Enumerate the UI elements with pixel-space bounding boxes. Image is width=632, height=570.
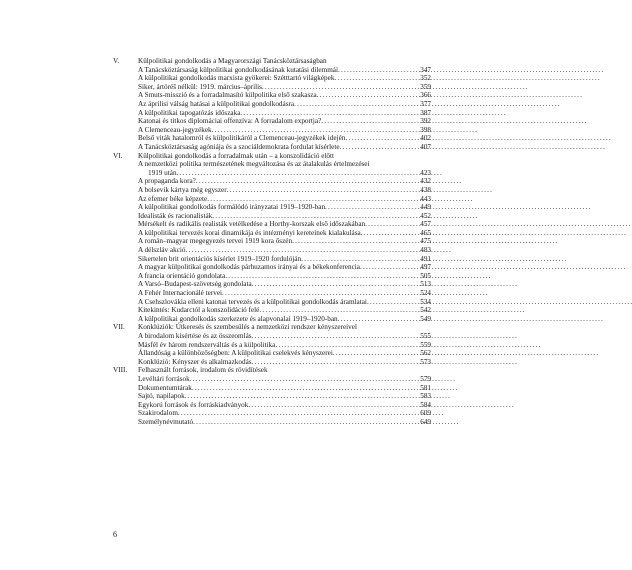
chapter-number: V. — [113, 57, 120, 65]
dot-leader — [207, 195, 417, 204]
toc-title: A külpolitikai gondolkodás marxista gyökerei: Szétttartó világképek — [138, 74, 335, 83]
toc-page-number: 359 — [420, 82, 431, 91]
chapter-number: VIII. — [113, 366, 128, 375]
toc-entry — [113, 272, 431, 281]
dot-leader — [196, 177, 417, 186]
toc-entry — [113, 409, 431, 418]
toc-title: A román–magyar megegyezés tervei 1919 kora őszén — [138, 237, 293, 246]
toc-page-number: 609 — [420, 409, 431, 418]
toc-page-number: 475 — [420, 237, 431, 246]
toc-entry — [113, 74, 431, 83]
toc-page-number: 443 — [420, 194, 431, 203]
dot-leader — [212, 212, 417, 221]
toc-title: Belső viták hatalomról és külpolitikáról a Clemenceau-jegyzékek idején — [138, 134, 346, 143]
toc-page-number: 562 — [420, 349, 431, 358]
toc-title: Dokumentumtárak — [138, 383, 192, 392]
toc-title: Konklúziók: Útkeresés és szembesülés a nemzetközi rendszer kényszereivel — [138, 323, 357, 332]
toc-page-number: 542 — [420, 306, 431, 315]
toc-page-number: 423 — [420, 168, 431, 177]
toc-entry — [113, 66, 431, 75]
toc-page-number: 366 — [420, 91, 431, 100]
toc-page-number: 432 — [420, 177, 431, 186]
toc-entry — [113, 160, 431, 169]
dot-leader — [192, 384, 417, 393]
dot-leader — [338, 66, 417, 75]
toc-page-number: 457 — [420, 220, 431, 229]
toc-title: A Tanácsköztársaság agóniája és a szociáldemokrata fordulat kísérlete — [138, 142, 340, 151]
dot-leader — [190, 375, 417, 384]
toc-entry — [113, 289, 431, 298]
toc-page-number: 465 — [420, 228, 431, 237]
toc-entry — [113, 375, 431, 384]
dot-leader — [317, 91, 417, 100]
dot-leader — [248, 401, 417, 410]
toc-title: Felhasznált források, irodalom és rövidítések — [138, 366, 268, 375]
toc-entry — [113, 349, 431, 358]
dot-leader — [334, 74, 417, 83]
toc-entry — [113, 229, 431, 238]
toc-page-number: 452 — [420, 211, 431, 220]
toc-entry — [113, 237, 431, 246]
toc-title: A birodalom kísértése és az összeomlás — [138, 332, 252, 340]
toc-title: Kitekintés: Kudarctól a konszolidáció felé — [138, 306, 260, 315]
dot-leader — [259, 306, 417, 315]
dot-leader — [227, 186, 417, 195]
toc-entry — [113, 126, 431, 135]
toc-entry — [113, 212, 431, 221]
dot-leader — [252, 358, 417, 367]
toc-page-number: 402 — [420, 134, 431, 143]
toc-page-number: 398 — [420, 125, 431, 134]
dot-leader — [275, 341, 417, 350]
toc-entry — [113, 195, 431, 204]
chapter-number: VI. — [113, 151, 123, 160]
toc-title: Sikertelen brit orientációs kísérlet 1919–1920 fordulóján — [138, 254, 302, 263]
toc-title: A francia orientáció gondolata — [138, 271, 226, 280]
toc-title: Állandóság a különbözőségben: A külpolitikai cselekvés kényszerei — [138, 349, 333, 358]
toc-entry — [113, 100, 431, 109]
toc-title: Másfél év három rendszerváltás és a külpolitika — [138, 340, 276, 349]
toc-entry — [113, 220, 431, 229]
toc-title: Siker, ártöréš nélkül: 1919. március–április — [138, 82, 262, 91]
dot-leader — [365, 220, 417, 229]
dot-leader — [333, 349, 417, 358]
toc-chapter — [113, 152, 431, 161]
toc-title: 1919 után — [148, 168, 177, 177]
toc-page-number: 579 — [420, 374, 431, 383]
toc-entry — [113, 280, 431, 289]
toc-page-number: 583 — [420, 392, 431, 401]
toc-title: Az efemer béke képzete — [138, 194, 208, 203]
toc-page-number: 483 — [420, 246, 431, 255]
toc-entry — [113, 117, 431, 126]
dot-leader — [186, 246, 417, 255]
dot-leader — [292, 237, 417, 246]
toc-title: A délszláv akció — [138, 246, 186, 255]
dot-leader — [361, 229, 417, 238]
toc-title: Egykorú források és forráskiadványok — [138, 400, 249, 409]
toc-entry — [113, 109, 431, 118]
toc-title: A magyar külpolitikai gondolkodás párhuzamos irányai és a békekonferencia — [138, 263, 360, 272]
dot-leader — [178, 409, 417, 418]
toc-title: A propaganda kora? — [138, 177, 196, 186]
toc-chapter — [113, 57, 431, 66]
toc-page-number: 505 — [420, 271, 431, 280]
toc-page-number: 581 — [420, 383, 431, 392]
toc-title: A Fehér Internacionálé tervei — [138, 289, 223, 298]
toc-page-number: 347 — [420, 65, 431, 74]
toc-entry — [113, 91, 431, 100]
toc-title: A külpolitikai tervezés korai dinamikája és intézményi kereteinek kialakulása — [138, 228, 361, 237]
toc-entry — [113, 83, 431, 92]
dot-leader — [367, 298, 417, 307]
toc-title: Sajtó, napilapok — [138, 392, 185, 401]
dot-leader — [252, 332, 417, 341]
toc-page-number: 491 — [420, 254, 431, 263]
dot-leader — [225, 272, 417, 281]
dot-leader — [340, 143, 417, 152]
toc-entry — [113, 341, 431, 350]
table-of-contents — [113, 57, 431, 427]
toc-title: Katonai és titkos diplomáciai offenzíva: A forradalom exportja? — [138, 117, 322, 126]
toc-page-number: 649 — [420, 417, 431, 426]
toc-chapter — [113, 366, 431, 375]
dot-leader — [325, 203, 417, 212]
toc-entry — [113, 169, 431, 178]
toc-entry — [113, 332, 431, 341]
toc-page-number: 549 — [420, 314, 431, 323]
toc-page-number: 573 — [420, 357, 431, 366]
toc-page-number: 392 — [420, 117, 431, 126]
toc-title: A Tanácsköztársaság külpolitikai gondolkodásának kutatási dilemmái — [138, 65, 338, 74]
page-number: 6 — [113, 530, 117, 539]
toc-page-number: 497 — [420, 263, 431, 272]
toc-title: Mérsékelt és radikális realisták vetélkedése a Horthy-korszak első időszakában — [138, 220, 366, 229]
toc-title: A Clemenceau-jegyzékek — [138, 125, 212, 134]
dot-leader — [193, 418, 417, 427]
toc-entry — [113, 298, 431, 307]
toc-page-number: 534 — [420, 297, 431, 306]
dot-leader — [301, 255, 417, 264]
toc-title: Szakirodalom — [138, 409, 178, 418]
toc-title: Személynévmutató — [138, 417, 194, 426]
toc-entry — [113, 358, 431, 367]
dot-leader — [240, 109, 417, 118]
dot-leader — [222, 289, 417, 298]
toc-entry — [113, 186, 431, 195]
toc-page-number: 555 — [420, 332, 431, 340]
toc-entry — [113, 401, 431, 410]
toc-page-number: 377 — [420, 99, 431, 108]
toc-entry — [113, 134, 431, 143]
dot-leader — [345, 134, 417, 143]
toc-title: Külpolitikai gondolkodás a Magyarországi Tanácsköztársaságban — [138, 57, 327, 65]
toc-page-number: 407 — [420, 142, 431, 151]
toc-page-number: 584 — [420, 400, 431, 409]
toc-page-number: 559 — [420, 340, 431, 349]
chapter-number: VII. — [113, 323, 125, 332]
toc-page-number: 352 — [420, 74, 431, 83]
toc-title: A nemzetközi politika természetének megváltozása és az átalakulás értelmezései — [138, 160, 370, 169]
dot-leader — [360, 263, 417, 272]
toc-chapter — [113, 418, 431, 427]
dot-leader — [321, 117, 417, 126]
toc-entry — [113, 384, 431, 393]
toc-page-number: 438 — [420, 185, 431, 194]
toc-title: A bolsevik kártya még egyszer — [138, 185, 227, 194]
toc-entry — [113, 306, 431, 315]
toc-title: Idealisták és racionalisták — [138, 211, 213, 220]
toc-title: A Csehszlovákia elleni katonai tervezés és a külpolitikai gondolkodás áramlatai — [138, 297, 367, 306]
toc-title: A külpolitikai gondolkodás szerkezete és alapvonalai 1919–1920-ban — [138, 314, 338, 323]
toc-entry — [113, 246, 431, 255]
dot-leader — [185, 392, 417, 401]
toc-title: A külpolitikai tapogatózás időszaka — [138, 108, 241, 117]
toc-entry — [113, 392, 431, 401]
toc-title: Levéltári források — [138, 374, 190, 383]
toc-page-number: 387 — [420, 108, 431, 117]
toc-title: Az áprilisi válság hatásai a külpolitikai gondolkodásra — [138, 99, 295, 108]
toc-title: Konklúzió: Kényszer és alkalmazkodás — [138, 357, 252, 366]
dot-leader — [252, 280, 417, 289]
toc-chapter — [113, 323, 431, 332]
toc-title: A külpolitikai gondolkodás formálódó irányzatai 1919–1920-ban — [138, 203, 326, 212]
toc-entry — [113, 263, 431, 272]
dot-leader — [294, 100, 417, 109]
toc-page-number: 524 — [420, 289, 431, 298]
toc-entry — [113, 203, 431, 212]
toc-entry — [113, 177, 431, 186]
toc-page-number: 513 — [420, 280, 431, 289]
dot-leader — [212, 126, 417, 135]
toc-title: Külpolitikai gondolkodás a forradalmak után – a konszolidáció előtt — [138, 151, 335, 160]
toc-entry — [113, 255, 431, 264]
toc-page-number: 449 — [420, 203, 431, 212]
toc-entry — [113, 143, 431, 152]
dot-leader — [177, 169, 417, 178]
toc-title: A Varsó–Budapest-szövetség gondolata — [138, 280, 252, 289]
toc-title: A Smuts-misszió és a forradalmasító külpolitika első szakasza — [138, 91, 317, 100]
dot-leader — [262, 83, 417, 92]
